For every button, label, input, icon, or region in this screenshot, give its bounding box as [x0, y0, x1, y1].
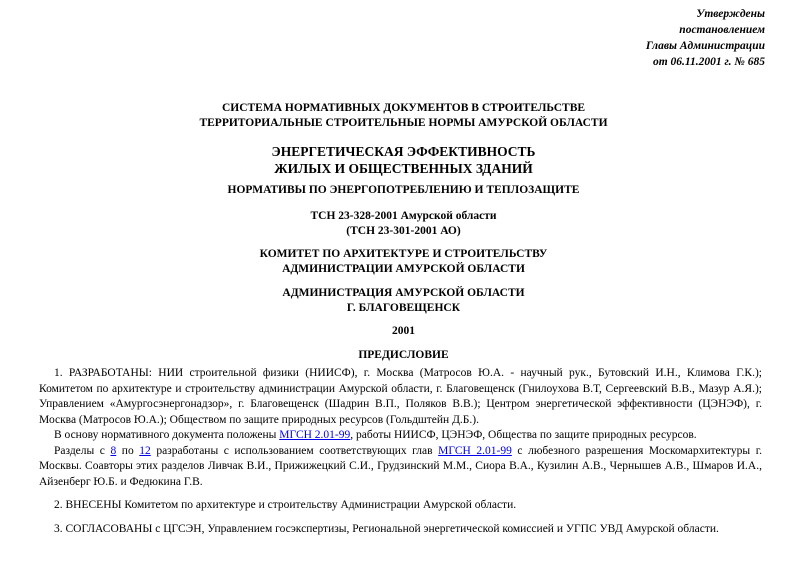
paragraph-text: , работы НИИСФ, ЦЭНЭФ, Общества по защите природных ресурсов. — [350, 429, 697, 441]
approval-line: постановлением — [679, 24, 765, 36]
committee-line: АДМИНИСТРАЦИИ АМУРСКОЙ ОБЛАСТИ — [282, 263, 525, 275]
committee-heading — [0, 247, 807, 277]
approval-line: Главы Администрации — [645, 40, 765, 52]
document-subtitle: НОРМАТИВЫ ПО ЭНЕРГОПОТРЕБЛЕНИЮ И ТЕПЛОЗАЩИТЕ — [227, 184, 580, 196]
paragraph-text: Разделы с — [54, 444, 111, 457]
paragraph-text: с любезного разрешения Москомархитектуры г. Москвы. Соавторы этих разделов Ливчак В.И., Прижижецкий С.И., Грудзинский М.М., Сиора В.А., Кузилин А.В., Чернышев А.В., Шмаров И.А., Айзенберг Ю.Б. и Федюкина Г.В. — [39, 444, 762, 488]
approval-line: Утверждены — [696, 8, 765, 20]
committee-line: КОМИТЕТ ПО АРХИТЕКТУРЕ И СТРОИТЕЛЬСТВУ — [259, 248, 548, 260]
foreword-heading: ПРЕДИСЛОВИЕ — [358, 349, 449, 361]
document-code-line: ТСН 23-328-2001 Амурской области — [310, 210, 497, 222]
document-title-line: ЭНЕРГЕТИЧЕСКАЯ ЭФФЕКТИВНОСТЬ — [271, 144, 536, 159]
system-heading — [0, 101, 807, 131]
paragraph-text: разработаны с использованием соответствующих глав — [150, 444, 439, 457]
paragraph-sections — [39, 444, 762, 491]
paragraph-introduced: 2. ВНЕСЕНЫ Комитетом по архитектуре и строительству Администрации Амурской области. — [54, 499, 517, 511]
paragraph-text: по — [116, 444, 140, 457]
mgsn-link[interactable]: МГСН 2.01-99 — [279, 429, 351, 441]
publication-year: 2001 — [392, 325, 415, 337]
system-heading-line: ТЕРРИТОРИАЛЬНЫЕ СТРОИТЕЛЬНЫЕ НОРМЫ АМУРСКОЙ ОБЛАСТИ — [199, 117, 608, 129]
document-code-line: (ТСН 23-301-2001 АО) — [346, 225, 461, 237]
paragraph-agreed: 3. СОГЛАСОВАНЫ с ЦГСЭН, Управлением госэкспертизы, Региональной энергетической комиссией и УГПС УВД Амурской области. — [54, 522, 719, 535]
paragraph-developed: 1. РАЗРАБОТАНЫ: НИИ строительной физики (НИИСФ), г. Москва (Матросов Ю.А. - научный рук., Бутовский И.Н., Климова Г.К.); Комитетом по архитектуре и строительству администрации Амурской области, г. Благовещенск (Гнилоухова В.Т, Сергеевский В.В., Мазур А.Я.); Управлением «Амургосэнергонадзор», г. Благовещенск (Шадрин В.П., Поляков В.В.); Центром энергетической эффективности (ЦЭНЭФ), г. Москва (Матросов Ю.А.); Обществом по защите природных ресурсов (Гольдштейн Д.Б.). — [39, 367, 762, 426]
approval-block — [565, 6, 765, 70]
section-12-link[interactable]: 12 — [139, 444, 151, 457]
approval-date: от 06.11.2001 г. № 685 — [652, 56, 765, 68]
system-heading-line: СИСТЕМА НОРМАТИВНЫХ ДОКУМЕНТОВ В СТРОИТЕЛЬСТВЕ — [221, 102, 586, 114]
paragraph-text: В основу нормативного документа положены — [54, 429, 280, 441]
document-title-line: ЖИЛЫХ И ОБЩЕСТВЕННЫХ ЗДАНИЙ — [274, 161, 533, 176]
foreword-body — [39, 366, 762, 537]
document-code — [0, 209, 807, 239]
administration-line: Г. БЛАГОВЕЩЕНСК — [346, 302, 461, 314]
mgsn-link[interactable]: МГСН 2.01-99 — [438, 444, 512, 457]
administration-line: АДМИНИСТРАЦИЯ АМУРСКОЙ ОБЛАСТИ — [282, 287, 525, 299]
administration-heading — [0, 286, 807, 316]
document-title — [0, 143, 807, 177]
paragraph-basis — [39, 428, 762, 444]
section-8-link[interactable]: 8 — [110, 444, 117, 457]
